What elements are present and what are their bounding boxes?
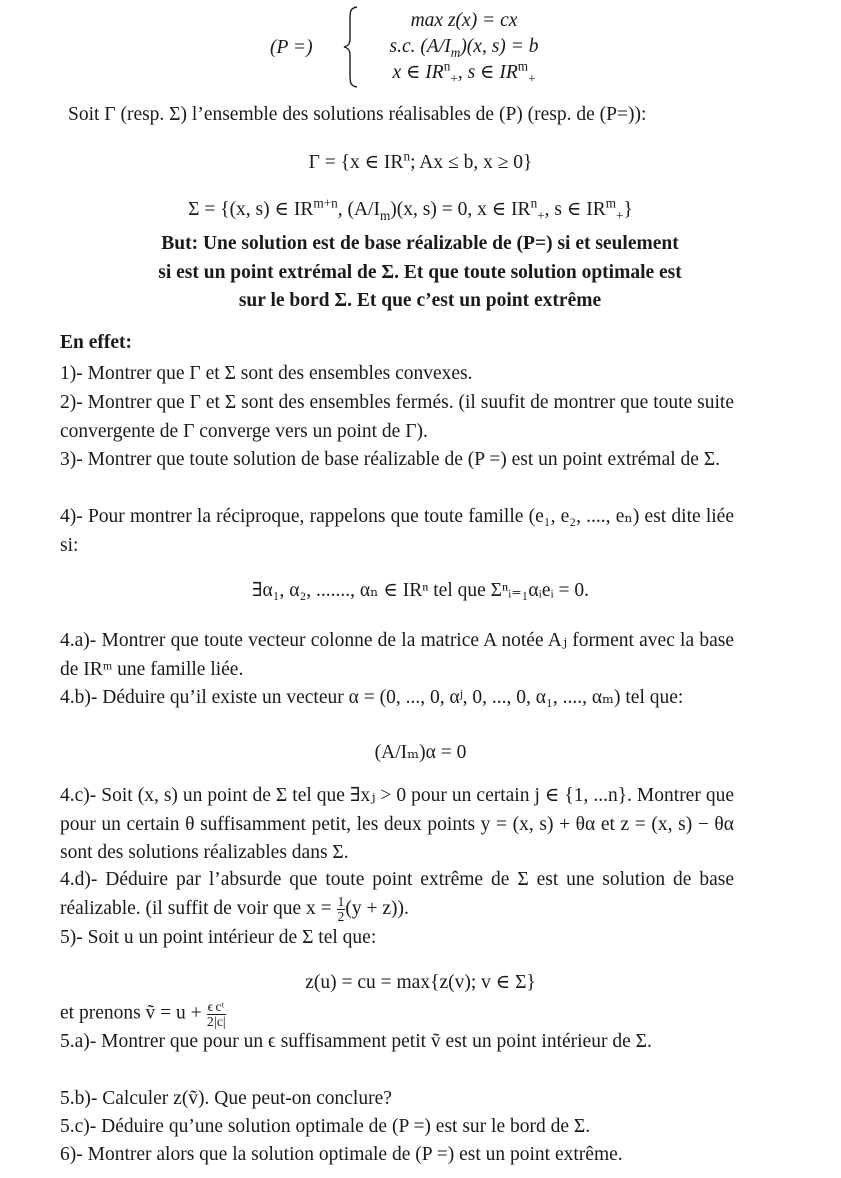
- question-5c: 5.c)- Déduire qu’une solution optimale de (P =) est sur le bord de Σ.: [60, 1116, 591, 1137]
- question-6: 6)- Montrer alors que la solution optimale de (P =) est un point extrême.: [60, 1144, 623, 1165]
- question-5: 5)- Soit u un point intérieur de Σ tel que:: [60, 927, 377, 948]
- question-4c: 4.c)- Soit (x, s) un point de Σ tel que ∃xⱼ > 0 pour un certain j ∈ {1, ...n}. Montrer que pour un certain θ suffisamment petit, les deux points y = (x, s) + θα et z = (x, s) − θα sont des solutions réalizables dans Σ.: [60, 785, 734, 863]
- max-equation: z(u) = cu = max{z(v); v ∈ Σ}: [305, 972, 536, 993]
- gamma-definition: Γ = {x ∈ $IR^n$; Ax ≤ b, x ≥ 0}: [308, 148, 533, 173]
- epsilon-half-fraction: $\frac{\epsilon}{2}$: [206, 999, 214, 1029]
- alpha-equation: (A/Iₘ)α = 0: [374, 742, 467, 763]
- goal-statement: But: Une solution est de base réalizable de (P=) si et seulement si est un point extrémal de Σ. Et que toute solution optimale est sur le bord Σ. Et que c’est un point extrême: [158, 233, 682, 311]
- question-4b: 4.b)- Déduire qu’il existe un vecteur α = (0, ..., 0, αʲ, 0, ..., 0, α₁, ...., αₘ) tel que:: [60, 687, 684, 708]
- question-5b: 5.b)- Calculer z(ṽ). Que peut-on conclure?: [60, 1088, 392, 1109]
- question-4: 4)- Pour montrer la réciproque, rappelons que toute famille (e₁, e₂, ...., eₙ) est dite liée si:: [60, 506, 734, 556]
- question-4a: 4.a)- Montrer que toute vecteur colonne de la matrice A notée Aⱼ forment avec la base de IRᵐ une famille liée.: [60, 630, 734, 680]
- prenons-line: et prenons ṽ = u + $\frac{\epsilon}{2}$ $\frac{\text{cᵗ}}{|c|}$: [60, 999, 226, 1029]
- question-4d: 4.d)- Déduire par l’absurde que toute point extrême de Σ est une solution de base réalizable. (il suffit de voir que x = $\frac{1}{2}$ (y + z)).: [60, 869, 734, 924]
- question-2: 2)- Montrer que Γ et Σ sont des ensembles fermés. (il suufit de montrer que toute suite convergente de Γ converge vers un point de Γ).: [60, 392, 734, 442]
- one-half-fraction: $\frac{1}{2}$: [337, 893, 345, 924]
- question-3: 3)- Montrer que toute solution de base réalizable de (P =) est un point extrémal de Σ.: [60, 449, 721, 470]
- domain-line: x ∈ $IR^n_+$, s ∈ $IR^m_+$: [392, 58, 536, 86]
- linked-family-equation: ∃α₁, α₂, ......., αₙ ∈ IRⁿ tel que Σⁿᵢ₌₁αᵢeᵢ = 0.: [251, 580, 590, 601]
- question-1: 1)- Montrer que Γ et Σ sont des ensembles convexes.: [60, 363, 473, 384]
- en-effet-heading: En effet:: [60, 332, 133, 353]
- intro-text: Soit Γ (resp. Σ) l’ensemble des solutions réalisables de (P) (resp. de (P=)):: [68, 104, 647, 125]
- left-brace-icon: [342, 6, 360, 88]
- sigma-definition: Σ = {(x, s) ∈ $IR^{m+n}$, $(A/I_m)(x$, s) = 0, x ∈ $IR^n_+$, s ∈ $IR^m_+$}: [188, 195, 633, 223]
- system-label: (P =): [270, 37, 313, 58]
- linear-program-system: [270, 4, 600, 88]
- question-5a: 5.a)- Montrer que pour un ϵ suffisamment petit ṽ est un point intérieur de Σ.: [60, 1031, 652, 1052]
- c-norm-fraction: $\frac{\text{cᵗ}}{|c|}$: [214, 999, 226, 1029]
- objective-line: max z(x) = cx: [410, 10, 518, 31]
- constraint-line: s.c. $(A/I_m)(x$, s) = b: [389, 36, 539, 60]
